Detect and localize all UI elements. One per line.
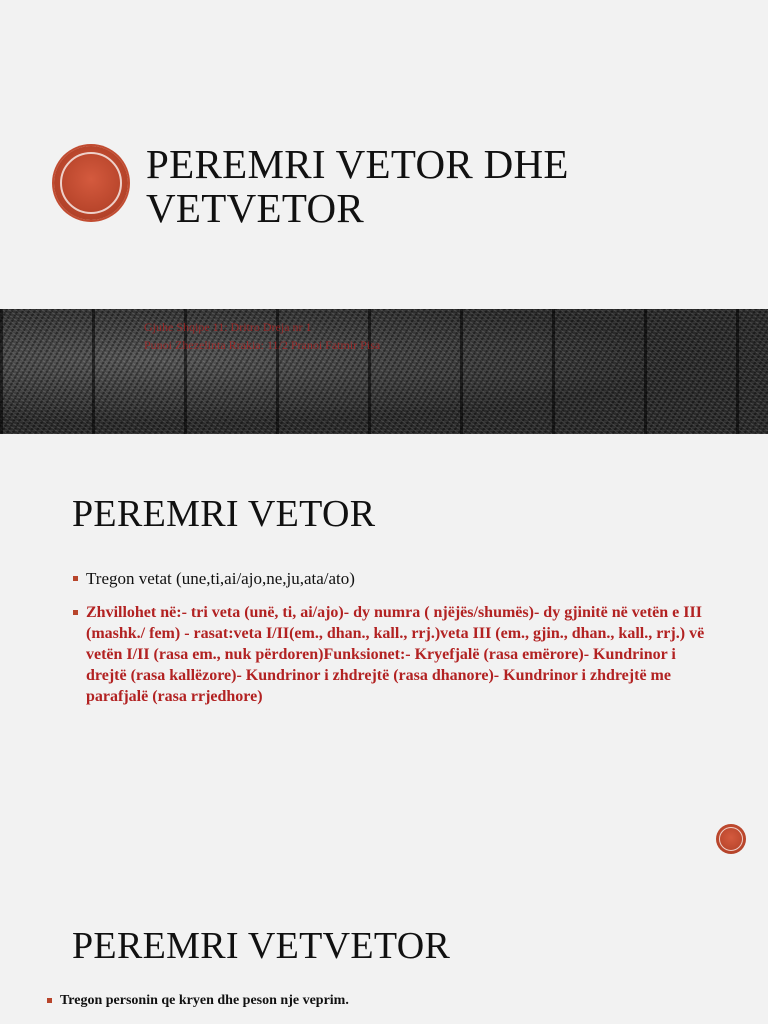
subtitle-line-2: Punoi Zhezelinta Rrakia: 11/2 Pranoi Fatmir Pisa — [144, 338, 381, 352]
bullet-item: Tregon vetat (une,ti,ai/ajo,ne,ju,ata/ato) — [72, 568, 712, 590]
decorative-circle-icon — [54, 146, 128, 220]
slide-title: PEREMRI VETOR — [72, 493, 376, 535]
slide-title: PEREMRI VETVETOR — [72, 925, 451, 967]
presentation-title: PEREMRI VETOR DHE VETVETOR — [146, 141, 569, 231]
decorative-circle-icon — [716, 824, 746, 854]
presentation-subtitle — [144, 318, 624, 354]
bullet-list — [72, 568, 712, 719]
subtitle-line-1: Gjuhe Shqipe 11: Dritro Dreja nr 1 — [144, 320, 312, 334]
bullet-item-highlight: Zhvillohet në:- tri veta (unë, ti, ai/ajo)- dy numra ( njëjës/shumës)- dy gjinitë në vetën e III (mashk./ fem) - rasat:veta I/II(em., dhan., kall., rrj.)veta III (em., gjin., dhan., kall., rrj.) vë vetën I/II (rasa em., nuk përdoren)Funksionet:- Kryefjalë (rasa emërore)- Kundrinor i drejtë (rasa kallëzore)- Kundrinor i zhdrejtë (rasa dhanore)- Kundrinor i zhdrejtë me parafjalë (rasa rrjedhore) — [72, 602, 712, 707]
bullet-item: Tregon personin qe kryen dhe peson nje veprim. — [46, 992, 349, 1010]
